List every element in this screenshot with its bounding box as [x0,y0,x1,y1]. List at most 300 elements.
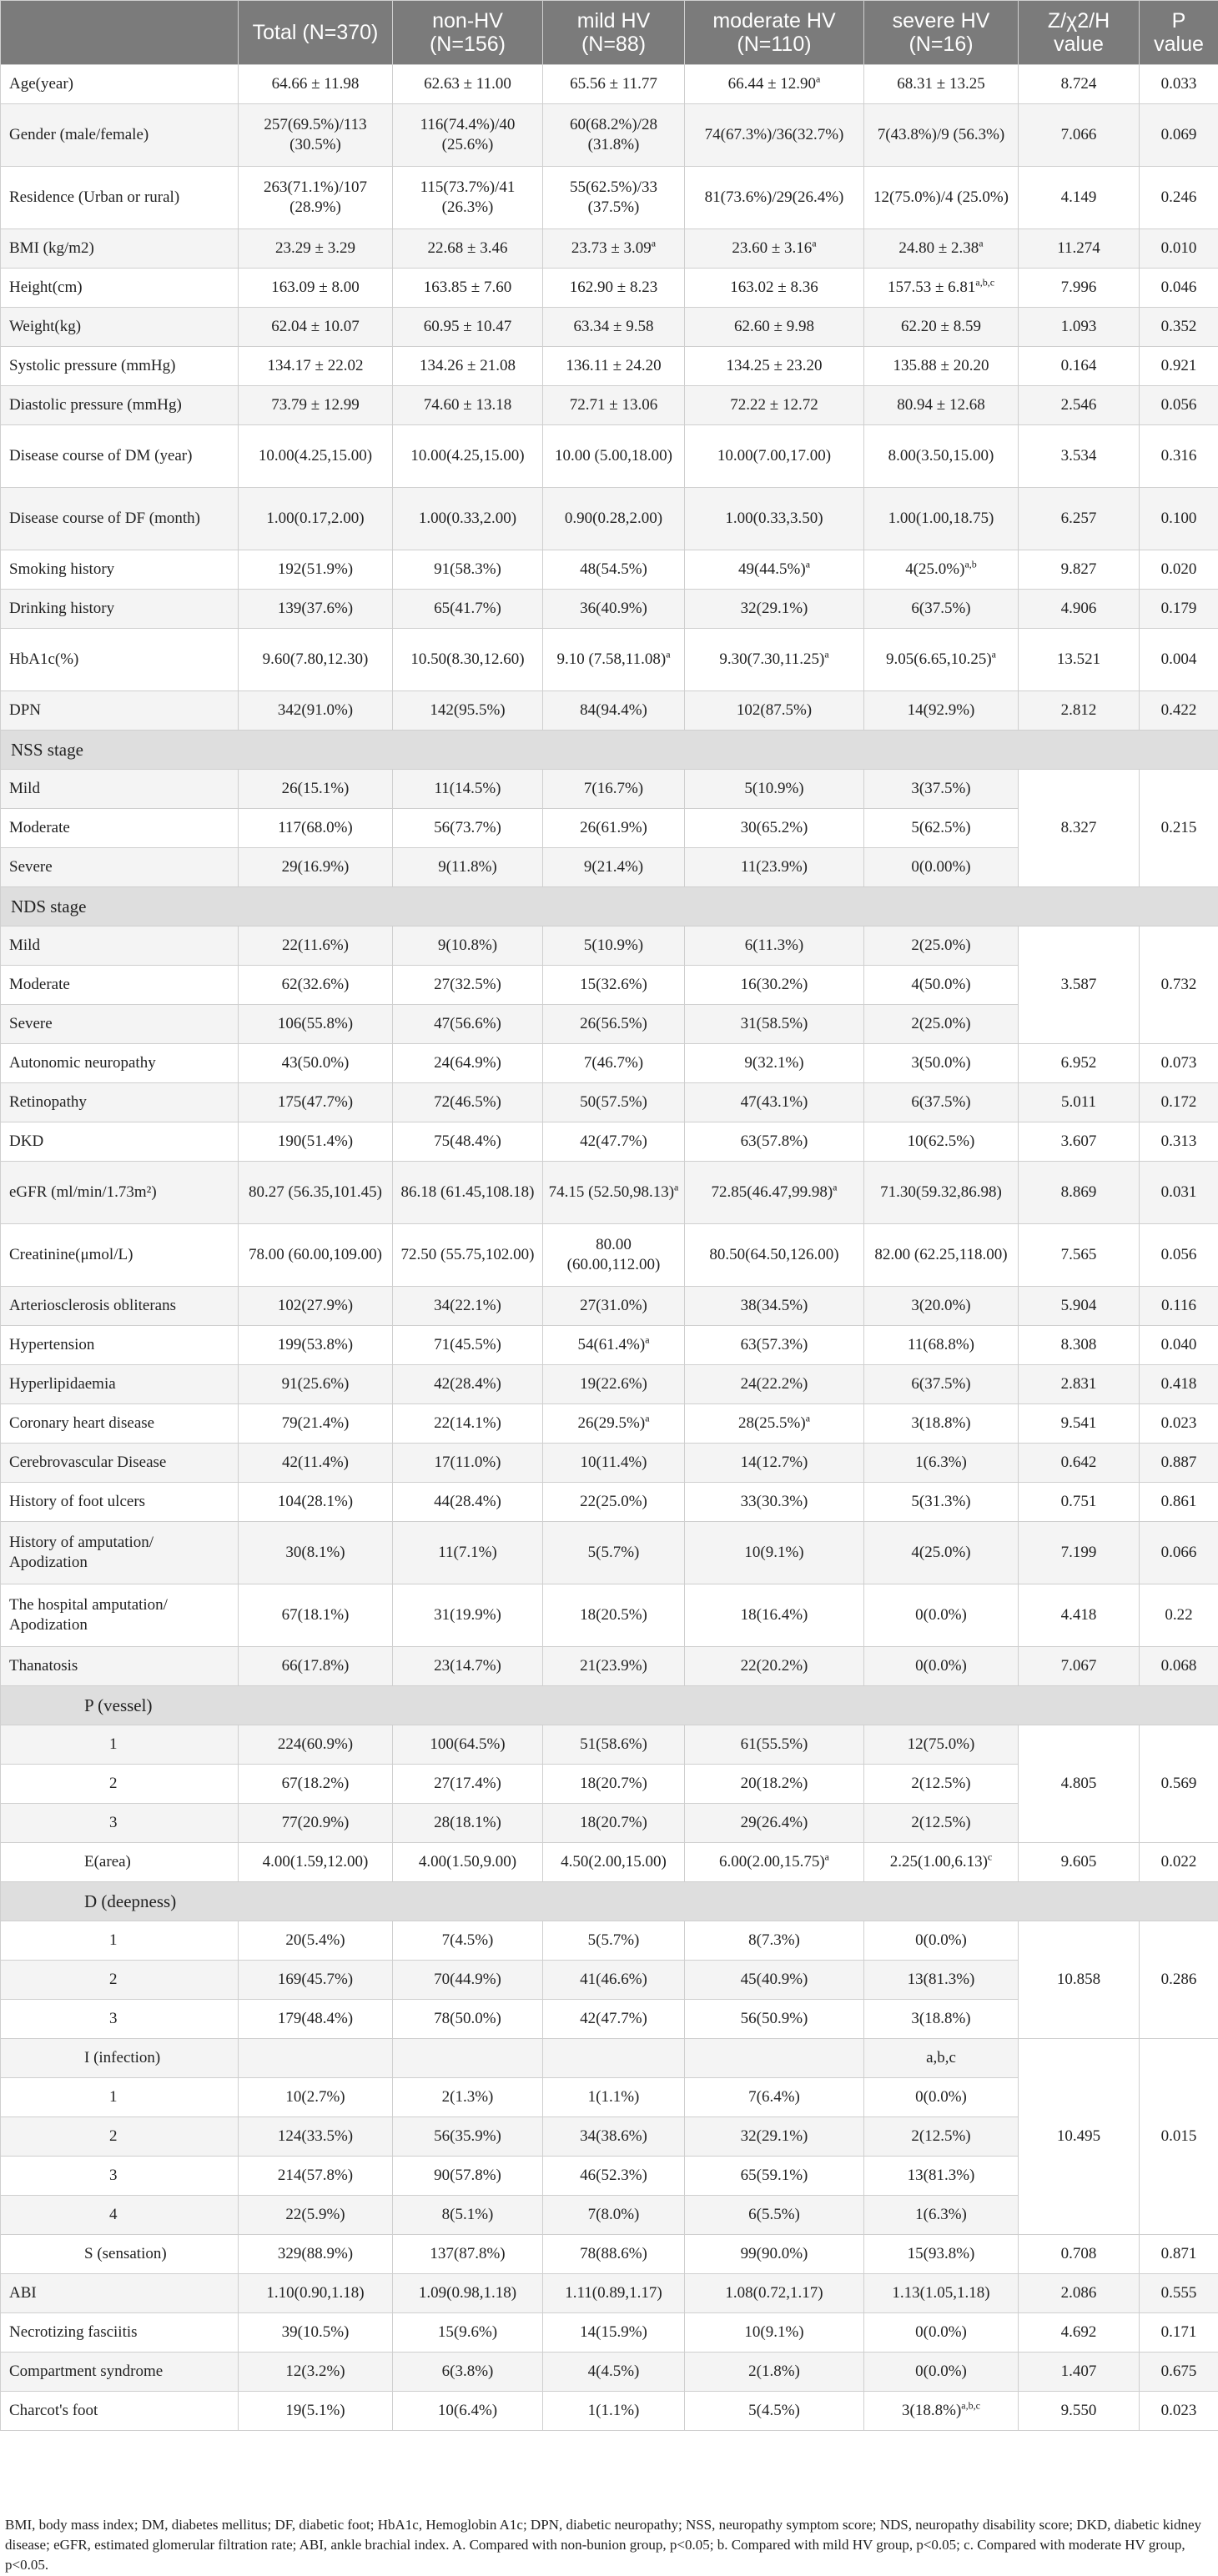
row-label: 3 [1,2157,239,2196]
cell-value: 175(47.7%) [277,1093,354,1111]
cell-value: 56(35.9%) [434,2127,501,2145]
cell-statistic: 11.274 [1019,229,1140,269]
cell-value: 5(10.9%) [744,780,804,797]
cell-p-value: 0.020 [1140,550,1218,590]
cell-total [239,2313,393,2353]
row-label: 1 [1,1725,239,1765]
cell-total [239,1647,393,1686]
cell-moderate-hv [685,1843,864,1882]
cell-value: 263(71.1%)/107 (28.9%) [263,178,367,216]
cell-statistic: 8.308 [1019,1326,1140,1365]
cell-value: 27(31.0%) [580,1297,647,1314]
cell-p-value: 0.056 [1140,1224,1218,1287]
cell-value: 26(15.1%) [281,780,350,797]
cell-severe-hv [864,1326,1019,1365]
cell-severe-hv [864,2235,1019,2274]
cell-non-hv [393,1483,543,1522]
cell-severe-hv [864,926,1019,966]
cell-total [239,347,393,386]
cell-severe-hv [864,691,1019,731]
table-row [1,2039,1218,2078]
table-row [1,1083,1218,1122]
cell-moderate-hv [685,550,864,590]
row-label: Compartment syndrome [1,2353,239,2392]
cell-p-value: 0.031 [1140,1162,1218,1224]
header-moderate-hv: moderate HV (N=110) [685,1,864,65]
table-row [1,629,1218,691]
table-row [1,1365,1218,1404]
row-label: S (sensation) [1,2235,239,2274]
cell-value: 77(20.9%) [281,1814,350,1831]
cell-mild-hv [543,1404,685,1444]
cell-value: 27(32.5%) [434,976,501,993]
cell-value: 12(75.0%)/4 (25.0%) [873,188,1009,206]
cell-value: 62.63 ± 11.00 [424,75,511,93]
cell-statistic: 1.407 [1019,2353,1140,2392]
cell-p-value: 0.22 [1140,1584,1218,1647]
cell-moderate-hv [685,691,864,731]
cell-value: 5(62.5%) [911,819,971,836]
cell-value: 11(68.8%) [907,1336,975,1353]
cell-moderate-hv [685,1765,864,1804]
cell-statistic: 0.708 [1019,2235,1140,2274]
cell-value: 42(11.4%) [281,1454,350,1471]
row-label: Thanatosis [1,1647,239,1686]
cell-mild-hv [543,770,685,809]
cell-mild-hv [543,65,685,104]
cell-value: 9(21.4%) [583,858,644,876]
row-label: ABI [1,2274,239,2313]
table-row [1,2313,1218,2353]
cell-mild-hv [543,1843,685,1882]
table-row [1,1444,1218,1483]
cell-mild-hv [543,1365,685,1404]
cell-severe-hv [864,167,1019,229]
cell-moderate-hv [685,590,864,629]
cell-total [239,269,393,308]
cell-total [239,926,393,966]
cell-value: 44(28.4%) [434,1493,501,1510]
cell-value: 64.66 ± 11.98 [271,75,360,93]
cell-severe-hv [864,629,1019,691]
cell-mild-hv [543,425,685,488]
cell-total [239,488,393,550]
cell-value: 4(25.0%) [911,1544,971,1561]
cell-statistic: 9.827 [1019,550,1140,590]
cell-moderate-hv [685,65,864,104]
cell-value: 24(64.9%) [434,1054,501,1072]
cell-value: 9.05(6.65,10.25) [886,650,992,668]
cell-value: 62(32.6%) [281,976,350,993]
cell-moderate-hv [685,425,864,488]
significance-marker: a [991,648,996,660]
significance-marker: a [651,237,657,249]
cell-mild-hv [543,590,685,629]
significance-marker: a,b [964,558,977,570]
row-label: Arteriosclerosis obliterans [1,1287,239,1326]
cell-moderate-hv [685,1961,864,2000]
header-label-column [1,1,239,65]
cell-value: 27(17.4%) [434,1775,501,1792]
cell-statistic: 9.550 [1019,2392,1140,2431]
cell-mild-hv [543,1725,685,1765]
cell-total [239,1961,393,2000]
cell-value: 65(41.7%) [434,600,501,617]
cell-value: 2(1.8%) [748,2363,800,2380]
cell-p-value: 0.887 [1140,1444,1218,1483]
cell-value: 3(18.8%) [902,2402,962,2419]
cell-p-value: 0.313 [1140,1122,1218,1162]
cell-moderate-hv [685,1584,864,1647]
row-label: 2 [1,2117,239,2157]
table-row [1,1326,1218,1365]
cell-value: 26(56.5%) [580,1015,647,1032]
table-row [1,2235,1218,2274]
cell-value: 7(43.8%)/9 (56.3%) [877,126,1005,143]
cell-non-hv [393,966,543,1005]
cell-severe-hv [864,1921,1019,1961]
cell-p-value: 0.033 [1140,65,1218,104]
cell-value: 75(48.4%) [434,1132,501,1150]
cell-value: 11(23.9%) [740,858,808,876]
cell-mild-hv [543,229,685,269]
table-row [1,104,1218,167]
cell-value: 1.00(0.17,2.00) [266,510,365,527]
cell-mild-hv [543,1044,685,1083]
section-title: P (vessel) [1,1686,1218,1725]
cell-value: 6(11.3%) [744,936,804,954]
table-row [1,691,1218,731]
cell-mild-hv [543,1224,685,1287]
cell-mild-hv [543,2157,685,2196]
cell-non-hv [393,2313,543,2353]
table-row [1,488,1218,550]
cell-value: 30(65.2%) [740,819,808,836]
cell-value: 6(3.8%) [441,2363,494,2380]
cell-p-value: 0.861 [1140,1483,1218,1522]
cell-severe-hv [864,1444,1019,1483]
cell-mild-hv [543,488,685,550]
cell-non-hv [393,1162,543,1224]
cell-moderate-hv [685,104,864,167]
cell-value: 163.85 ± 7.60 [423,279,512,296]
cell-value: 190(51.4%) [277,1132,354,1150]
cell-value: 65(59.1%) [740,2167,808,2184]
cell-value: 3(18.8%) [911,1414,971,1432]
cell-p-value: 0.352 [1140,308,1218,347]
cell-moderate-hv [685,1224,864,1287]
row-label: Height(cm) [1,269,239,308]
cell-value: 14(92.9%) [907,701,975,719]
cell-value: 13(81.3%) [907,2167,975,2184]
cell-statistic: 10.858 [1019,1921,1140,2039]
cell-severe-hv [864,1287,1019,1326]
cell-severe-hv [864,2039,1019,2078]
cell-statistic: 7.565 [1019,1224,1140,1287]
cell-value: 32(29.1%) [740,2127,808,2145]
section-row [1,731,1218,770]
cell-total [239,2157,393,2196]
cell-p-value: 0.179 [1140,590,1218,629]
cell-moderate-hv [685,848,864,887]
section-row [1,887,1218,926]
cell-value: 7(46.7%) [583,1054,644,1072]
cell-value: 12(75.0%) [907,1735,975,1753]
cell-value: 117(68.0%) [278,819,353,836]
cell-value: 91(25.6%) [281,1375,350,1393]
cell-mild-hv [543,926,685,966]
cell-mild-hv [543,1804,685,1843]
cell-value: 2(25.0%) [911,936,971,954]
cell-value: 20(5.4%) [285,1931,345,1949]
cell-total [239,167,393,229]
cell-p-value: 0.015 [1140,2039,1218,2235]
table-row [1,1162,1218,1224]
cell-non-hv [393,2353,543,2392]
cell-moderate-hv [685,2157,864,2196]
cell-non-hv [393,1843,543,1882]
cell-mild-hv [543,1162,685,1224]
cell-mild-hv [543,2078,685,2117]
header-non-hv: non-HV (N=156) [393,1,543,65]
cell-p-value: 0.100 [1140,488,1218,550]
cell-value: 134.25 ± 23.20 [726,357,823,374]
cell-value: 134.26 ± 21.08 [420,357,516,374]
cell-value: 23.29 ± 3.29 [275,239,355,257]
cell-value: 10(9.1%) [744,1544,804,1561]
cell-p-value: 0.066 [1140,1522,1218,1584]
cell-value: 6(37.5%) [911,1093,971,1111]
cell-value: 22(11.6%) [281,936,350,954]
cell-value: 139(37.6%) [277,600,354,617]
cell-value: 74(67.3%)/36(32.7%) [704,126,844,143]
cell-severe-hv [864,2000,1019,2039]
cell-severe-hv [864,2157,1019,2196]
cell-p-value: 0.555 [1140,2274,1218,2313]
cell-moderate-hv [685,1122,864,1162]
cell-value: 72(46.5%) [434,1093,501,1111]
cell-moderate-hv [685,1804,864,1843]
cell-non-hv [393,167,543,229]
cell-mild-hv [543,2196,685,2235]
cell-value: 100(64.5%) [430,1735,506,1753]
cell-mild-hv [543,1122,685,1162]
cell-value: 73.79 ± 12.99 [271,396,360,414]
row-label: 4 [1,2196,239,2235]
cell-moderate-hv [685,809,864,848]
cell-p-value: 0.286 [1140,1921,1218,2039]
cell-mild-hv [543,1647,685,1686]
cell-value: 48(54.5%) [580,560,647,578]
cell-value: 56(73.7%) [434,819,501,836]
cell-value: 136.11 ± 24.20 [566,357,662,374]
cell-moderate-hv [685,966,864,1005]
row-label: The hospital amputation/ Apodization [1,1584,239,1647]
table-row [1,770,1218,809]
row-label: Cerebrovascular Disease [1,1444,239,1483]
cell-value: 11(7.1%) [438,1544,497,1561]
section-title: D (deepness) [1,1882,1218,1921]
row-label: Retinopathy [1,1083,239,1122]
section-title: NSS stage [1,731,1218,770]
cell-severe-hv [864,229,1019,269]
cell-value: 134.17 ± 22.02 [267,357,364,374]
cell-statistic: 1.093 [1019,308,1140,347]
cell-p-value: 0.871 [1140,2235,1218,2274]
cell-value: 63.34 ± 9.58 [573,318,654,335]
cell-value: 34(38.6%) [580,2127,647,2145]
row-label: History of foot ulcers [1,1483,239,1522]
cell-value: 38(34.5%) [740,1297,808,1314]
cell-non-hv [393,550,543,590]
cell-value: 2(25.0%) [911,1015,971,1032]
cell-value: 65.56 ± 11.77 [570,75,657,93]
cell-value: 78(88.6%) [580,2245,647,2262]
row-label: 1 [1,2078,239,2117]
cell-value: 50(57.5%) [580,1093,647,1111]
cell-value: 1(6.3%) [915,2206,967,2223]
cell-value: 66(17.8%) [281,1657,350,1675]
cell-p-value: 0.418 [1140,1365,1218,1404]
cell-value: 39(10.5%) [281,2323,350,2341]
cell-non-hv [393,1647,543,1686]
cell-moderate-hv [685,269,864,308]
row-label: Creatinine(μmol/L) [1,1224,239,1287]
cell-total [239,590,393,629]
cell-p-value: 0.215 [1140,770,1218,887]
significance-marker: a [674,1181,679,1193]
cell-value: 31(58.5%) [740,1015,808,1032]
cell-value: 7(8.0%) [587,2206,640,2223]
significance-marker: a,b,c [975,276,995,289]
cell-mild-hv [543,1522,685,1584]
cell-value: 18(20.5%) [580,1606,647,1624]
cell-statistic: 2.831 [1019,1365,1140,1404]
cell-value: 23.73 ± 3.09 [571,239,652,257]
significance-marker: a [824,1850,829,1863]
cell-value: 71(45.5%) [434,1336,501,1353]
cell-value: 10(6.4%) [437,2402,498,2419]
cell-non-hv [393,1224,543,1287]
cell-total [239,1005,393,1044]
cell-statistic: 4.906 [1019,590,1140,629]
cell-statistic: 8.327 [1019,770,1140,887]
cell-value: 80.27 (56.35,101.45) [249,1183,382,1201]
cell-total [239,1725,393,1765]
cell-non-hv [393,1404,543,1444]
cell-value: 5(4.5%) [748,2402,800,2419]
cell-value: 29(16.9%) [281,858,350,876]
row-label: History of amputation/ Apodization [1,1522,239,1584]
cell-mild-hv [543,2392,685,2431]
cell-severe-hv [864,1404,1019,1444]
cell-value: 0(0.0%) [915,2363,967,2380]
cell-statistic: 13.521 [1019,629,1140,691]
cell-statistic: 10.495 [1019,2039,1140,2235]
cell-value: 79(21.4%) [281,1414,350,1432]
cell-value: 61(55.5%) [740,1735,808,1753]
cell-mild-hv [543,550,685,590]
cell-moderate-hv [685,1522,864,1584]
cell-moderate-hv [685,770,864,809]
cell-value: 214(57.8%) [277,2167,354,2184]
cell-statistic: 4.149 [1019,167,1140,229]
cell-mild-hv [543,966,685,1005]
cell-value: 4(50.0%) [911,976,971,993]
cell-value: 0(0.0%) [915,2323,967,2341]
cell-value: 71.30(59.32,86.98) [880,1183,1002,1201]
row-label: Moderate [1,809,239,848]
cell-value: 55(62.5%)/33 (37.5%) [569,178,657,216]
row-label: eGFR (ml/min/1.73m²) [1,1162,239,1224]
cell-p-value: 0.068 [1140,1647,1218,1686]
cell-mild-hv [543,2039,685,2078]
cell-statistic: 3.587 [1019,926,1140,1044]
cell-moderate-hv [685,1365,864,1404]
cell-value: 72.50 (55.75,102.00) [400,1246,535,1263]
row-label: Charcot's foot [1,2392,239,2431]
cell-value: 66.44 ± 12.90 [727,75,817,93]
cell-value: 1(1.1%) [587,2402,640,2419]
cell-statistic: 2.812 [1019,691,1140,731]
section-title: NDS stage [1,887,1218,926]
cell-statistic: 6.257 [1019,488,1140,550]
cell-value: 28(18.1%) [434,1814,501,1831]
cell-value: 5(31.3%) [911,1493,971,1510]
cell-value: 86.18 (61.45,108.18) [400,1183,535,1201]
cell-total [239,2078,393,2117]
cell-p-value: 0.073 [1140,1044,1218,1083]
cell-value: 10(11.4%) [580,1454,647,1471]
cell-value: 67(18.1%) [281,1606,350,1624]
cell-value: 84(94.4%) [580,701,647,719]
cell-severe-hv [864,2117,1019,2157]
cell-value: 2(1.3%) [441,2088,494,2106]
cell-non-hv [393,1765,543,1804]
cell-p-value: 0.022 [1140,1843,1218,1882]
cell-p-value: 0.023 [1140,2392,1218,2431]
cell-value: 102(27.9%) [277,1297,354,1314]
cell-non-hv [393,809,543,848]
cell-p-value: 0.069 [1140,104,1218,167]
table-footnote: BMI, body mass index; DM, diabetes mellitus; DF, diabetic foot; HbA1c, Hemoglobin A1c; DPN, diabetic neuropathy; NSS, neuropathy symptom score; NDS, neuropathy disability score; DKD, diabetic kidney disease; eGFR, estimated glomerular filtration rate; ABI, ankle brachial index. A. Compared with non-bunion group, p<0.05; b. Compared with mild HV group, p<0.05; c. Compared with moderate HV group, p<0.05. [5,2517,1201,2573]
cell-total [239,1843,393,1882]
cell-value: 6(37.5%) [911,600,971,617]
cell-value: 91(58.3%) [434,560,501,578]
table-row [1,269,1218,308]
cell-total [239,848,393,887]
cell-value: 45(40.9%) [740,1971,808,1988]
cell-statistic: 0.164 [1019,347,1140,386]
cell-non-hv [393,926,543,966]
cell-value: 10(62.5%) [907,1132,975,1150]
cell-mild-hv [543,809,685,848]
cell-severe-hv [864,2078,1019,2117]
significance-marker: a,b,c [961,2399,980,2412]
row-label: Disease course of DF (month) [1,488,239,550]
cell-value: 10(2.7%) [285,2088,345,2106]
cell-severe-hv [864,848,1019,887]
cell-severe-hv [864,1224,1019,1287]
cell-statistic: 7.996 [1019,269,1140,308]
row-label: Hypertension [1,1326,239,1365]
cell-value: 82.00 (62.25,118.00) [874,1246,1008,1263]
cell-value: 0(0.0%) [915,1606,967,1624]
cell-value: 1.13(1.05,1.18) [892,2284,990,2302]
cell-p-value: 0.316 [1140,425,1218,488]
table-row [1,1122,1218,1162]
cell-p-value: 0.004 [1140,629,1218,691]
